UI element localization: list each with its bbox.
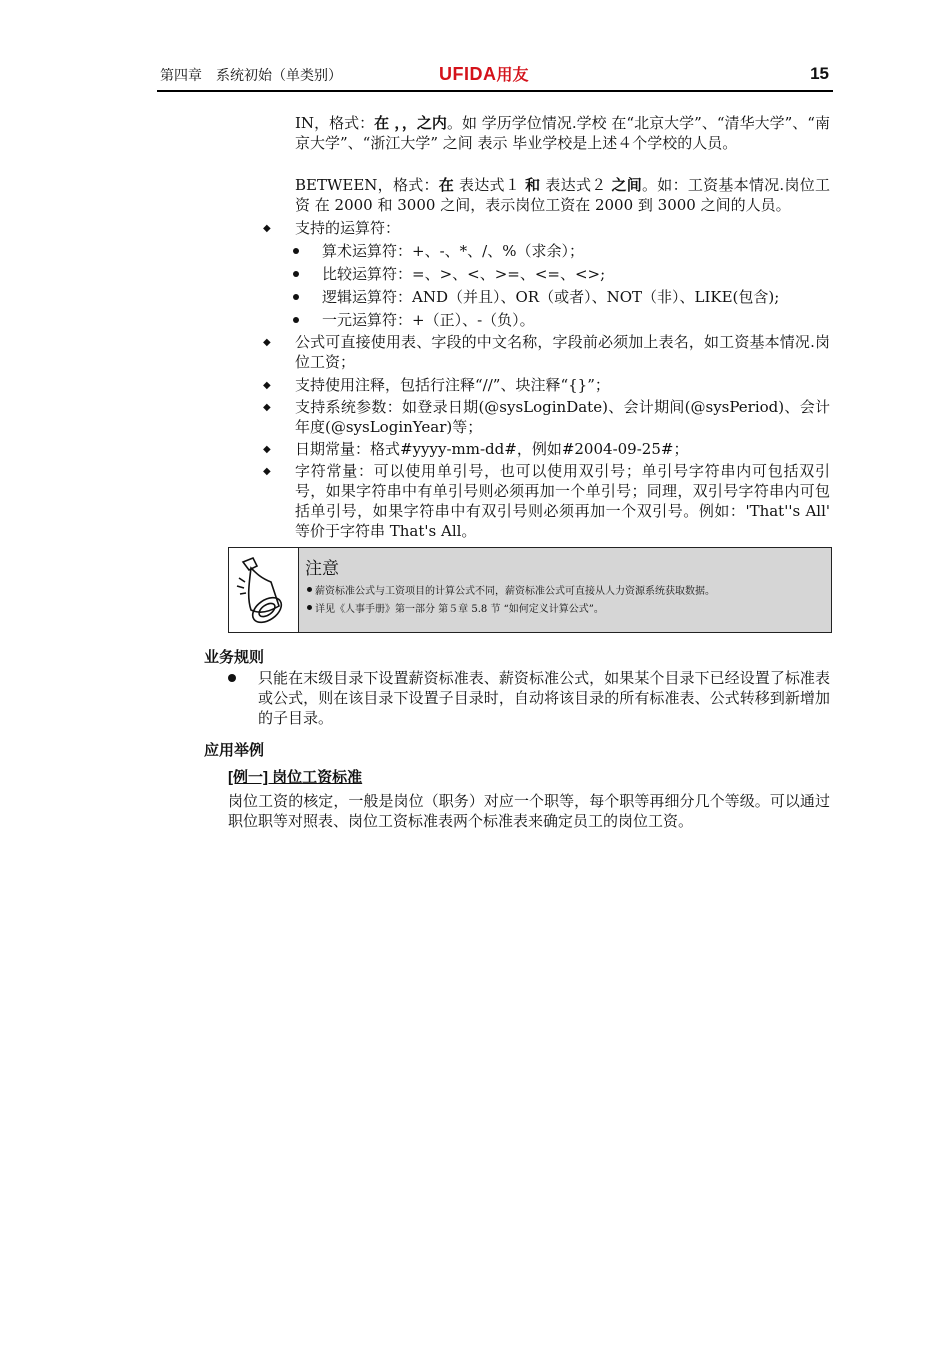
in-label: IN，格式：	[295, 114, 375, 132]
string-constant-rule: 字符常量：可以使用单引号，也可以使用双引号；单引号字符串内可包括双引号，如果字符串中有单引号则必须再加一个单引号；同理，双引号字符串内可包括单引号，如果字符串中有双引号则必须再加一个双引号。例如：'That''s All' 等价于字符串 That's All。	[295, 462, 830, 540]
between-expr-2: 表达式２	[540, 176, 612, 194]
in-keyword: 在 ，，之内	[374, 114, 447, 132]
note-bullet-icon	[307, 605, 312, 610]
page-header	[157, 64, 833, 92]
bullet-dot-icon	[228, 674, 236, 682]
page-number: 15	[810, 64, 829, 83]
brand-cn: 用友	[496, 67, 529, 84]
comments-rule: 支持使用注释，包括行注释“//”、块注释“{}”；	[295, 376, 610, 394]
bullet-dot-icon	[293, 248, 299, 254]
between-label: BETWEEN，格式：	[295, 176, 439, 194]
note-bullet-icon	[307, 587, 312, 592]
diamond-bullet-icon: ◆	[263, 402, 271, 413]
names-rule: 公式可直接使用表、字段的中文名称，字段前必须加上表名，如工资基本情况.岗位工资；	[295, 333, 830, 371]
note-item-1: 薪资标准公式与工资项目的计算公式不同，薪资标准公式可直接从人力资源系统获取数据。	[315, 586, 715, 597]
business-rule-1: 只能在末级目录下设置薪资标准表、薪资标准公式，如果某个目录下已经设置了标准表或公式，则在该目录下设置子目录时，自动将该目录的所有标准表、公式转移到新增加的子目录。	[258, 669, 830, 727]
diamond-bullet-icon: ◆	[263, 223, 271, 234]
diamond-bullet-icon: ◆	[263, 337, 271, 348]
chapter-title: 第四章 系统初始（单类别）	[160, 68, 342, 84]
brand-en: UFIDA	[439, 64, 497, 84]
note-box	[228, 547, 832, 633]
between-keyword-2: 和	[525, 176, 541, 194]
diamond-bullet-icon: ◆	[263, 380, 271, 391]
example-subheading: [例一] 岗位工资标准	[228, 769, 363, 786]
between-description: 。如：工资基本情况.岗位工资 在 2000 和 3000 之间，表示岗位工资在 2000 到 3000 之间的人员。	[295, 176, 830, 214]
note-icon-box	[229, 548, 299, 632]
bullet-dot-icon	[293, 294, 299, 300]
in-operator-paragraph	[295, 113, 830, 153]
brand-logo	[439, 62, 529, 85]
note-item-2: 详见《人事手册》第一部分 第５章 5.8 节 “如何定义计算公式”。	[315, 604, 604, 615]
arith-operators: 算术运算符：+、-、*、/、%（求余）；	[322, 242, 584, 260]
unary-operators: 一元运算符：+（正）、-（负）。	[322, 311, 535, 329]
example-text: 岗位工资的核定，一般是岗位（职务）对应一个职等，每个职等再细分几个等级。可以通过职位职等对照表、岗位工资标准表两个标准表来确定员工的岗位工资。	[228, 792, 830, 830]
between-operator-paragraph	[295, 175, 830, 215]
bullet-dot-icon	[293, 271, 299, 277]
business-rules-heading: 业务规则	[204, 649, 265, 666]
bullet-dot-icon	[293, 317, 299, 323]
between-keyword-1: 在	[438, 176, 454, 194]
logic-operators: 逻辑运算符：AND（并且）、OR（或者）、NOT（非）、LIKE(包含);	[322, 288, 780, 306]
note-title: 注意	[305, 559, 339, 579]
between-expr-1: 表达式１	[454, 176, 526, 194]
example-heading: 应用举例	[204, 742, 265, 759]
compare-operators: 比较运算符：=、>、<、>=、<=、<>;	[322, 265, 606, 283]
operators-title: 支持的运算符：	[295, 219, 401, 237]
in-description: 。如 学历学位情况.学校 在“北京大学”、“清华大学”、“南京大学”、“浙江大学” 之间 表示 毕业学校是上述４个学校的人员。	[295, 114, 830, 152]
diamond-bullet-icon: ◆	[263, 466, 271, 477]
date-constant-rule: 日期常量：格式#yyyy-mm-dd#，例如#2004-09-25#；	[295, 440, 689, 458]
bell-icon	[229, 548, 298, 632]
diamond-bullet-icon: ◆	[263, 444, 271, 455]
between-keyword-3: 之间	[611, 176, 643, 194]
sysparams-rule: 支持系统参数：如登录日期(@sysLoginDate)、会计期间(@sysPeriod)、会计年度(@sysLoginYear)等；	[295, 398, 830, 436]
